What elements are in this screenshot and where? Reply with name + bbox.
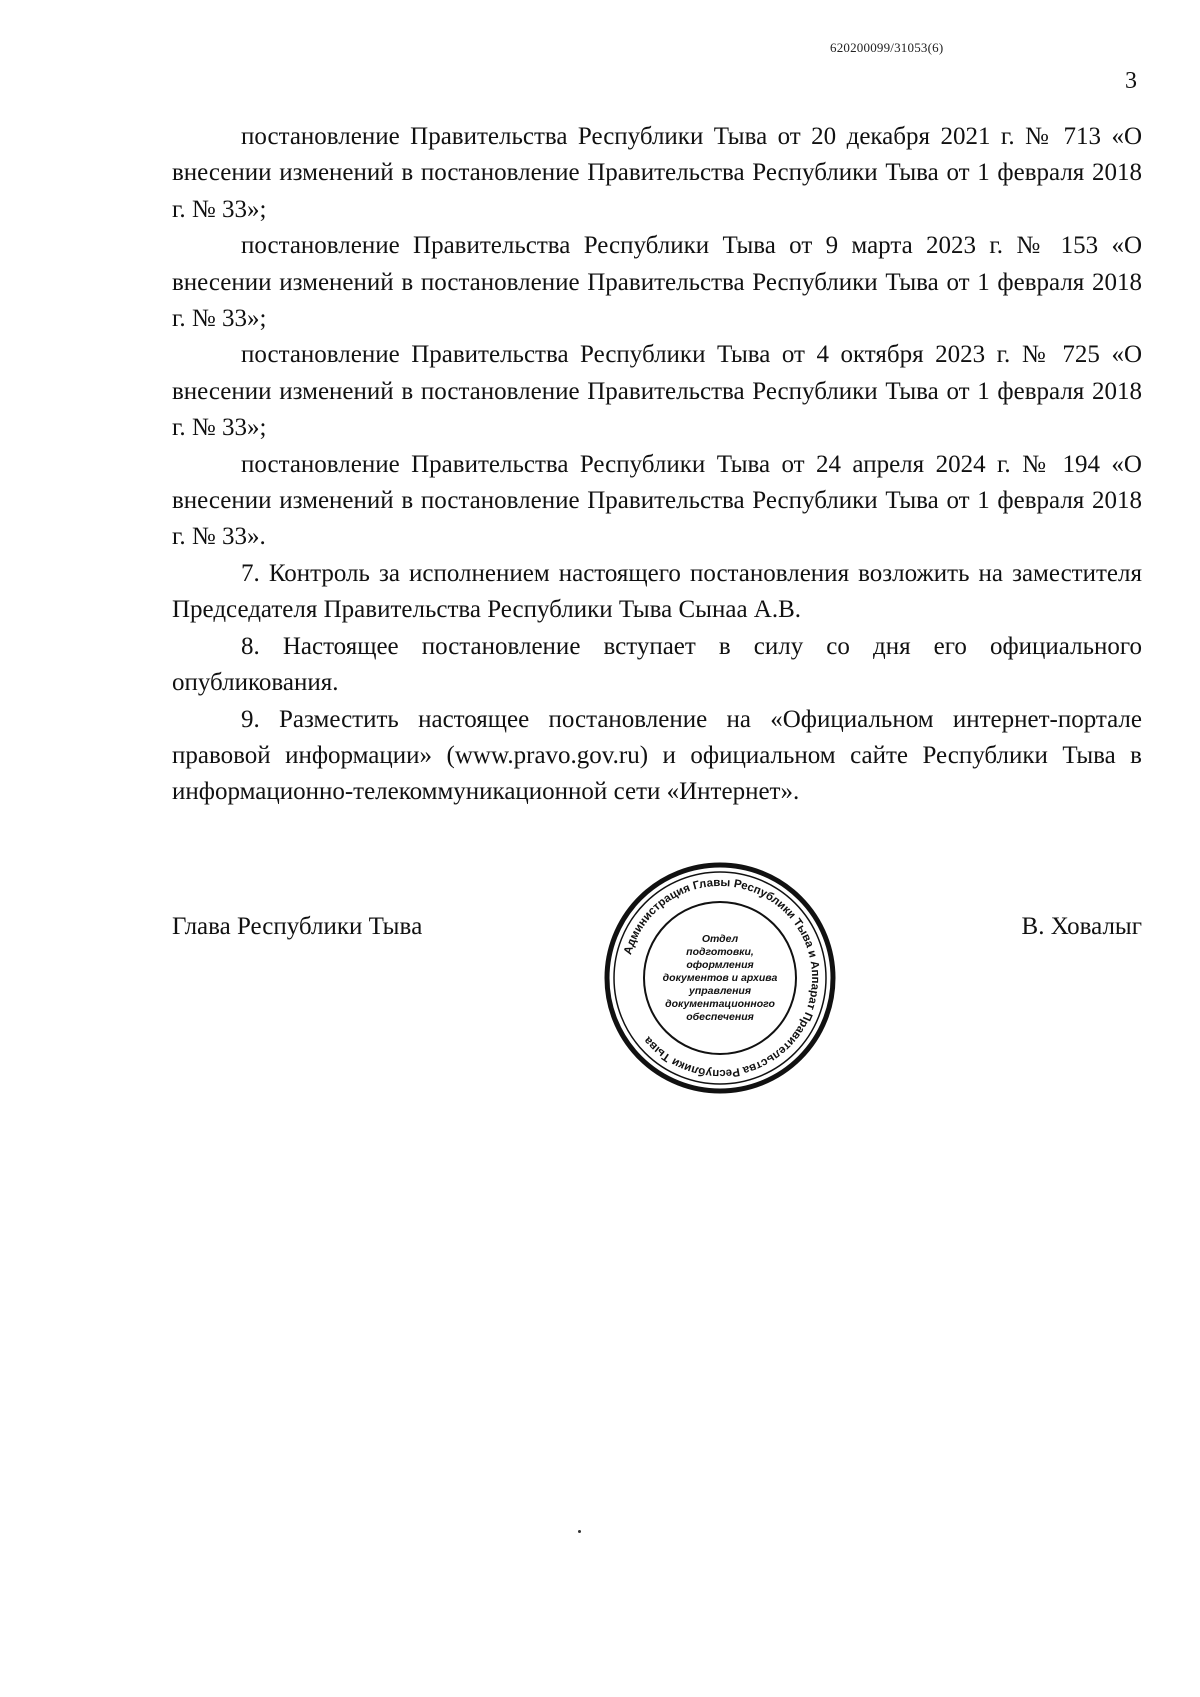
page-number: 3	[1125, 68, 1137, 94]
stamp-center-line: подготовки,	[686, 946, 754, 958]
paragraph-resolution-2023-153: постановление Правительства Республики Тыва от 9 марта 2023 г. № 153 «О внесении изменений в постановление Правительства Республики Тыва от 1 февраля 2018 г. № 33»;	[172, 232, 1142, 333]
paragraph-resolution-2023-725: постановление Правительства Республики Тыва от 4 октября 2023 г. № 725 «О внесении изменений в постановление Правительства Республики Тыва от 1 февраля 2018 г. № 33»;	[172, 341, 1142, 442]
stamp-center-line: документов и архива	[662, 972, 778, 984]
document-id: 620200099/31053(6)	[830, 40, 944, 55]
stamp-center-line: управления	[688, 985, 752, 997]
document-body	[172, 119, 1142, 811]
stamp-center-text	[663, 933, 778, 1023]
signatory-name: В. Ховалыг	[1021, 913, 1142, 940]
stamp-center-line: оформления	[686, 959, 754, 971]
stamp-graphic	[600, 858, 840, 1098]
signatory-position: Глава Республики Тывa	[172, 913, 423, 940]
stray-mark	[578, 1530, 581, 1533]
paragraph-resolution-2021-713: постановление Правительства Республики Тыва от 20 декабря 2021 г. № 713 «О внесении изменений в постановление Правительства Республики Тыва от 1 февраля 2018 г. № 33»;	[172, 123, 1142, 223]
paragraph-resolution-2024-194: постановление Правительства Республики Тыва от 24 апреля 2024 г. № 194 «О внесении изменений в постановление Правительства Республики Тыва от 1 февраля 2018 г. № 33».	[172, 450, 1142, 551]
stamp-center-line: Отдел	[701, 933, 739, 945]
paragraph-item-8: 8. Настоящее постановление вступает в силу со дня его официального опубликования.	[172, 632, 1142, 697]
paragraph-item-7: 7. Контроль за исполнением настоящего постановления возложить на заместителя Председателя Правительства Республики Тыва Сынаа А.В.	[172, 559, 1142, 624]
paragraph-item-9: 9. Разместить настоящее постановление на «Официальном интернет-портале правовой информации» (www.pravo.gov.ru) и официальном сайте Республики Тыва в информационно-телекоммуникационной сети «Интернет».	[172, 705, 1142, 806]
stamp-center-line: обеспечения	[686, 1011, 754, 1023]
stamp-ring-textpath: Администрация Главы Республики Тыва и Аппарат Правительства Республики Тыва	[622, 876, 822, 1080]
stamp-center-line: документационного	[665, 998, 775, 1010]
official-seal-stamp	[600, 858, 840, 1098]
